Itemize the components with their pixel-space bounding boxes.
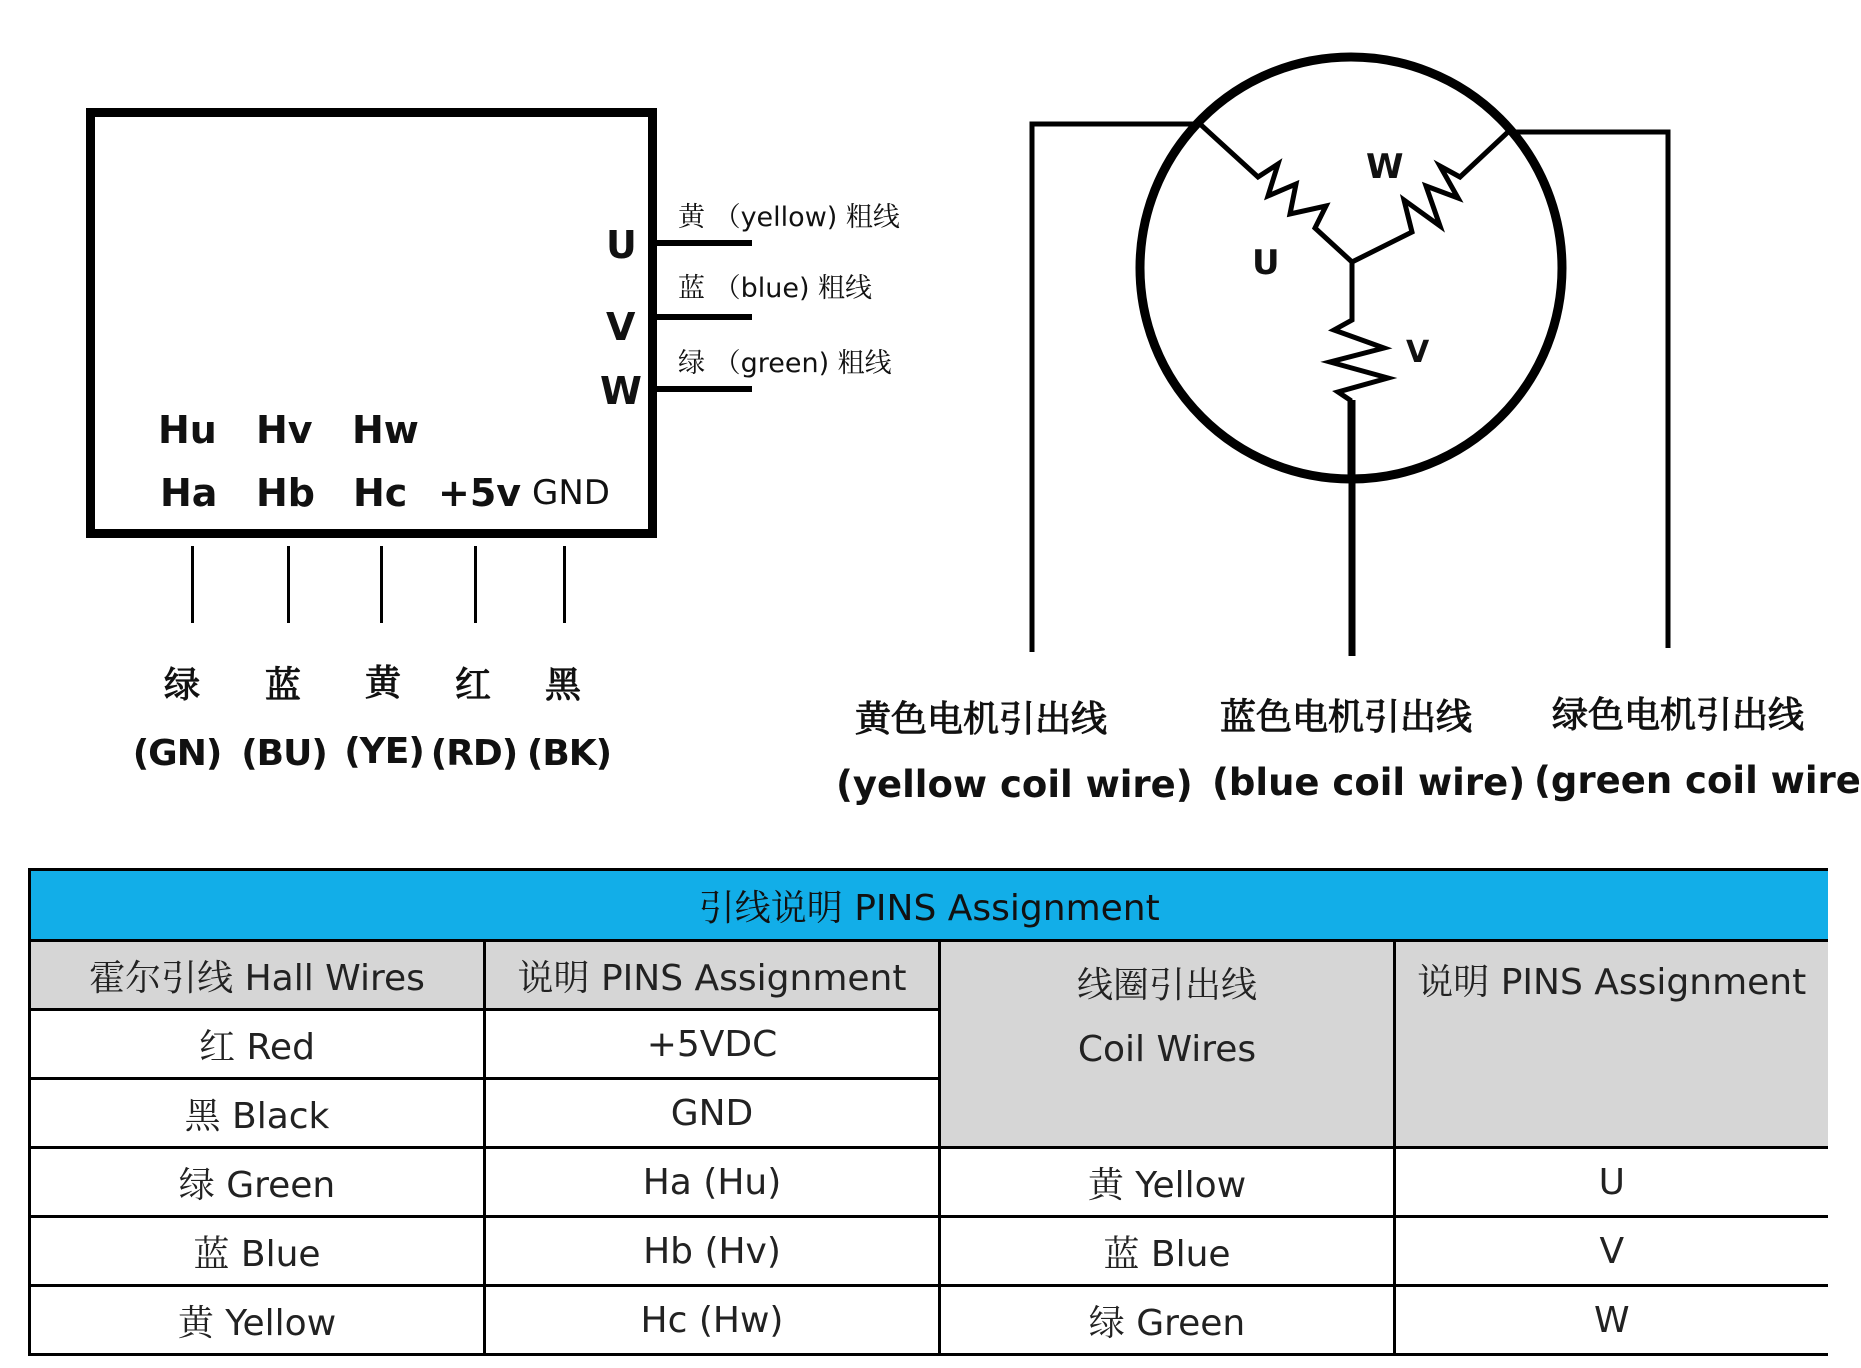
hall-wire-cell: 黄 Yellow <box>30 1286 485 1355</box>
caption-yellow-en: (yellow coil wire) <box>836 763 1193 806</box>
hall-wire-cell: 蓝 Blue <box>30 1217 485 1286</box>
coil-terminal-w: W <box>1366 147 1404 187</box>
table-title: 引线说明 PINS Assignment <box>30 870 1828 941</box>
hall-label-hw: Hw <box>352 408 419 452</box>
hall-pins-header: 说明 PINS Assignment <box>485 941 940 1010</box>
coil-terminal-u: U <box>1252 243 1280 283</box>
coil-wires-header-cn: 线圈引出线 <box>1076 965 1257 1006</box>
coil-u-winding <box>1200 124 1352 262</box>
hall-pin-cell: GND <box>485 1079 940 1148</box>
hall-wire-color-green: 绿 <box>163 665 200 706</box>
hall-wire-ha <box>191 546 194 623</box>
caption-blue-cn: 蓝色电机引出线 <box>1220 697 1473 738</box>
hall-wire-code-gn: (GN) <box>132 733 222 774</box>
hall-wire-5v <box>474 546 477 623</box>
hall-label-hb: Hb <box>256 471 316 515</box>
coil-wire-cell: 绿 Green <box>940 1286 1395 1355</box>
hall-wire-hc <box>380 546 383 623</box>
hall-wire-color-black: 黑 <box>544 665 581 706</box>
table-row <box>30 1286 1828 1355</box>
phase-wire-u <box>657 240 752 246</box>
table-row <box>30 1217 1828 1286</box>
hall-pin-cell: Ha (Hu) <box>485 1148 940 1217</box>
hall-wire-gnd <box>563 546 566 623</box>
coil-pins-header: 说明 PINS Assignment <box>1395 941 1828 1148</box>
coil-terminal-v: V <box>1406 335 1430 370</box>
hall-wire-code-bu: (BU) <box>241 733 327 774</box>
table-row <box>30 1148 1828 1217</box>
caption-blue-en: (blue coil wire) <box>1212 761 1526 804</box>
hall-pin-cell: +5VDC <box>485 1010 940 1079</box>
coil-v-winding <box>1330 262 1388 478</box>
hall-label-ha: Ha <box>160 471 218 515</box>
hall-wire-color-red: 红 <box>454 665 491 706</box>
phase-wire-note-v: 蓝 （blue) 粗线 <box>678 273 873 304</box>
hall-label-5v: +5v <box>438 471 522 515</box>
hall-wire-color-blue: 蓝 <box>264 665 301 706</box>
pins-assignment-table <box>28 868 1828 1356</box>
hall-wire-code-ye: (YE) <box>344 731 424 772</box>
motor-circle <box>1140 57 1562 479</box>
phase-label-w: W <box>600 369 642 413</box>
coil-pin-cell: W <box>1395 1286 1828 1355</box>
hall-wire-cell: 红 Red <box>30 1010 485 1079</box>
lead-yellow-wire <box>1032 124 1200 652</box>
caption-green-en: (green coil wire <box>1534 759 1861 802</box>
caption-green-cn: 绿色电机引出线 <box>1552 695 1805 736</box>
phase-wire-note-w: 绿 （green) 粗线 <box>678 348 892 379</box>
hall-wire-hb <box>287 546 290 623</box>
caption-yellow-cn: 黄色电机引出线 <box>855 699 1108 740</box>
hall-pin-cell: Hc (Hw) <box>485 1286 940 1355</box>
coil-wires-header <box>940 941 1395 1148</box>
hall-label-hv: Hv <box>256 408 313 452</box>
hall-label-hu: Hu <box>158 408 217 452</box>
phase-label-u: U <box>606 223 637 267</box>
coil-wires-header-en: Coil Wires <box>1077 1029 1257 1070</box>
hall-wires-header: 霍尔引线 Hall Wires <box>30 941 485 1010</box>
hall-wire-color-yellow: 黄 <box>364 663 401 704</box>
hall-wire-cell: 黑 Black <box>30 1079 485 1148</box>
phase-label-v: V <box>606 305 636 349</box>
phase-wire-v <box>657 314 752 320</box>
coil-pin-cell: V <box>1395 1217 1828 1286</box>
hall-label-gnd: GND <box>532 473 610 513</box>
coil-wire-cell: 黄 Yellow <box>940 1148 1395 1217</box>
hall-wire-code-bk: (BK) <box>526 733 612 774</box>
hall-pin-cell: Hb (Hv) <box>485 1217 940 1286</box>
hall-wire-code-rd: (RD) <box>430 733 518 774</box>
phase-wire-w <box>657 386 752 392</box>
coil-wire-cell: 蓝 Blue <box>940 1217 1395 1286</box>
hall-label-hc: Hc <box>353 471 408 515</box>
hall-wire-cell: 绿 Green <box>30 1148 485 1217</box>
coil-pin-cell: U <box>1395 1148 1828 1217</box>
lead-green-wire <box>1508 132 1668 648</box>
phase-wire-note-u: 黄 （yellow) 粗线 <box>678 202 900 233</box>
